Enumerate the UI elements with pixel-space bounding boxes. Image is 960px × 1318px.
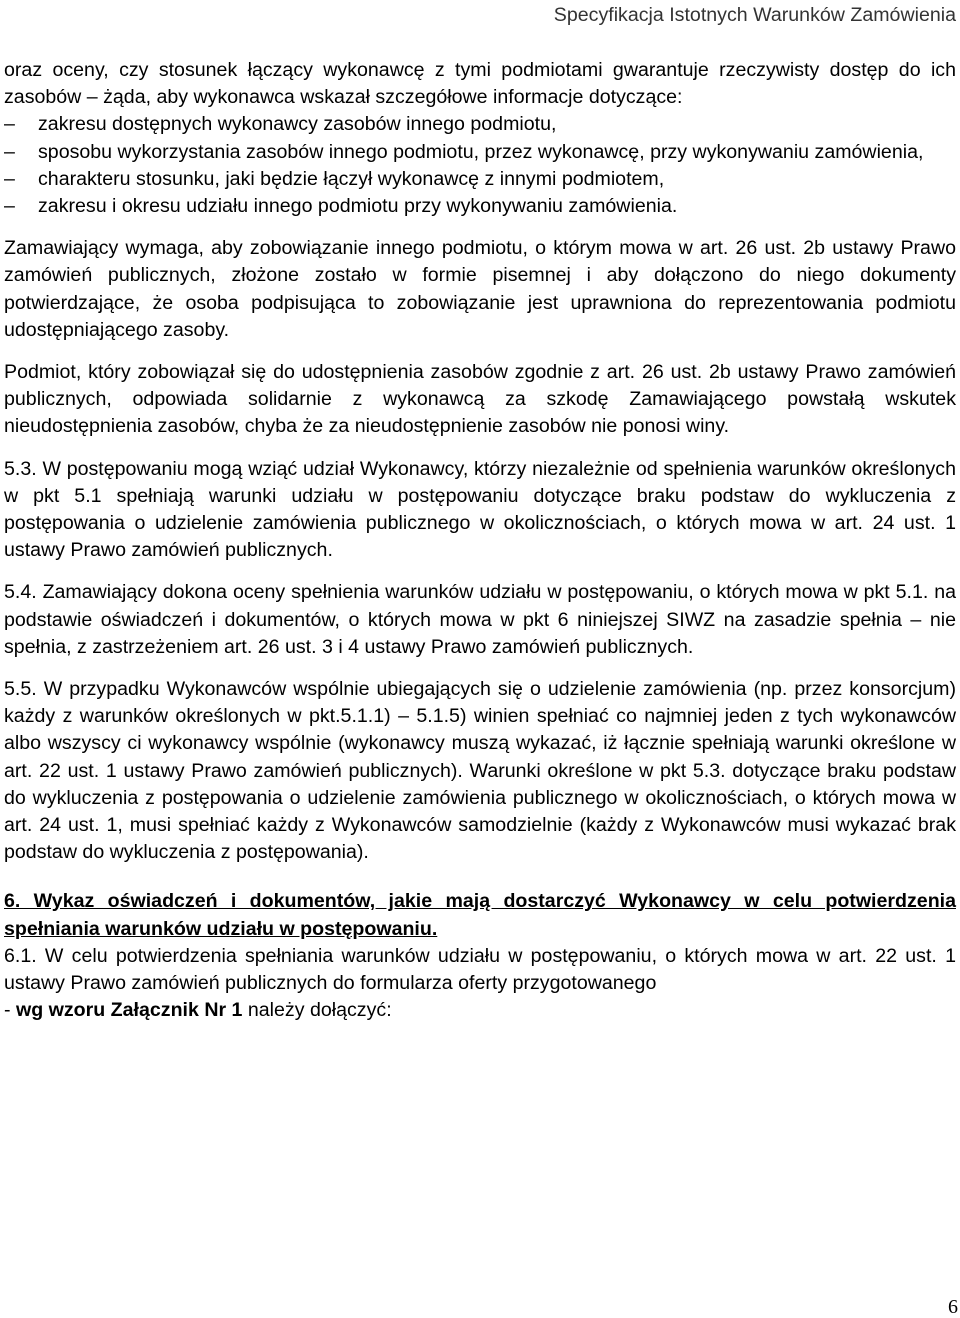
- intro-paragraph: oraz oceny, czy stosunek łączący wykonawcę z tymi podmiotami gwarantuje rzeczywisty dostęp do ich zasobów – żąda, aby wykonawca wskazał szczegółowe informacje dotyczące:: [4, 59, 956, 109]
- list-item: [4, 139, 956, 166]
- en-dash-icon: –: [4, 167, 15, 190]
- paragraph-liability: Podmiot, który zobowiązał się do udostępnienia zasobów zgodnie z art. 26 ust. 2b ustawy Prawo zamówień publicznych, odpowiada solidarnie z wykonawcą za szkodę Zamawiającego powstałą wskutek nieudostępnienia zasobów, chyba że za nieudostępnienie zasobów nie ponosi winy.: [4, 361, 956, 438]
- list-item-text: zakresu dostępnych wykonawcy zasobów innego podmiotu,: [38, 113, 557, 136]
- list-item-text: sposobu wykorzystania zasobów innego podmiotu, przez wykonawcę, przy wykonywaniu zamówienia,: [38, 140, 924, 163]
- list-item: [4, 111, 956, 138]
- list-item-text: zakresu i okresu udziału innego podmiotu przy wykonywaniu zamówienia.: [38, 195, 678, 218]
- paragraph-obligation: Zamawiający wymaga, aby zobowiązanie innego podmiotu, o którym mowa w art. 26 ust. 2b ustawy Prawo zamówień publicznych, złożone zostało w formie pisemnej i aby dołączono do niego dokumenty potwierdzające, że osoba podpisująca to zobowiązanie jest uprawniona do reprezentowania podmiotu udostępniającego zasoby.: [4, 237, 956, 341]
- attachment-reference: wg wzoru Załącznik Nr 1: [15, 999, 243, 1022]
- en-dash-icon: –: [4, 140, 15, 163]
- en-dash-icon: –: [4, 195, 15, 218]
- paragraph-6-1-text: 6.1. W celu potwierdzenia spełniania warunków udziału w postępowaniu, o których mowa w art. 22 ust. 1 ustawy Prawo zamówień publicznych do formularza oferty przygotowanego: [4, 944, 956, 995]
- requirements-list: [4, 111, 956, 220]
- paragraph-5-5: 5.5. W przypadku Wykonawców wspólnie ubiegających się o udzielenie zamówienia (np. przez konsorcjum) każdy z warunków określonych w pkt.5.1.1) – 5.1.5) winien spełniać co najmniej jeden z tych wykonawców albo wszyscy ci wykonawcy wspólnie (wykonawcy muszą wykazać, iż łącznie spełniają warunki określone w art. 22 ust. 1 ustawy Prawo zamówień publicznych). Warunki określone w pkt 5.3. dotyczące braku podstaw do wykluczenia z postępowania o udzielenie zamówienia publicznego w okolicznościach, o których mowa w art. 24 ust. 1, musi spełniać każdy z Wykonawców samodzielnie (każdy z Wykonawców musi wykazać brak podstaw do wykluczenia z postępowania).: [4, 678, 956, 864]
- en-dash-icon: –: [4, 113, 15, 136]
- section-6-heading: 6. Wykaz oświadczeń i dokumentów, jakie mają dostarczyć Wykonawcy w celu potwierdzenia spełniania warunków udziału w postępowaniu.: [4, 890, 956, 940]
- paragraph-5-4: 5.4. Zamawiający dokona oceny spełnienia warunków udziału w postępowaniu, o których mowa w pkt 5.1. na podstawie oświadczeń i dokumentów, o których mowa w pkt 6 niniejszej SIWZ na zasadzie spełnia – nie spełnia, z zastrzeżeniem art. 26 ust. 3 i 4 ustawy Prawo zamówień publicznych.: [4, 581, 956, 658]
- paragraph-6-1: [4, 943, 956, 1025]
- paragraph-5-3: 5.3. W postępowaniu mogą wziąć udział Wykonawcy, którzy niezależnie od spełnienia warunków określonych w pkt 5.1 spełniają warunki udziału w postępowaniu dotyczące braku podstaw do wykluczenia z postępowania o udzielenie zamówienia publicznego w okolicznościach, o których mowa w art. 24 ust. 1 ustawy Prawo zamówień publicznych.: [4, 457, 956, 562]
- page-number: 6: [948, 1296, 958, 1318]
- paragraph-6-1-suffix: należy dołączyć:: [242, 999, 392, 1022]
- running-header: Specyfikacja Istotnych Warunków Zamówienia: [553, 4, 956, 26]
- list-item: [4, 166, 956, 193]
- list-item: [4, 193, 956, 220]
- list-item-text: charakteru stosunku, jaki będzie łączył wykonawcę z innymi podmiotem,: [38, 167, 665, 190]
- paragraph-6-1-prefix: -: [4, 999, 16, 1022]
- page-content: [4, 57, 956, 1025]
